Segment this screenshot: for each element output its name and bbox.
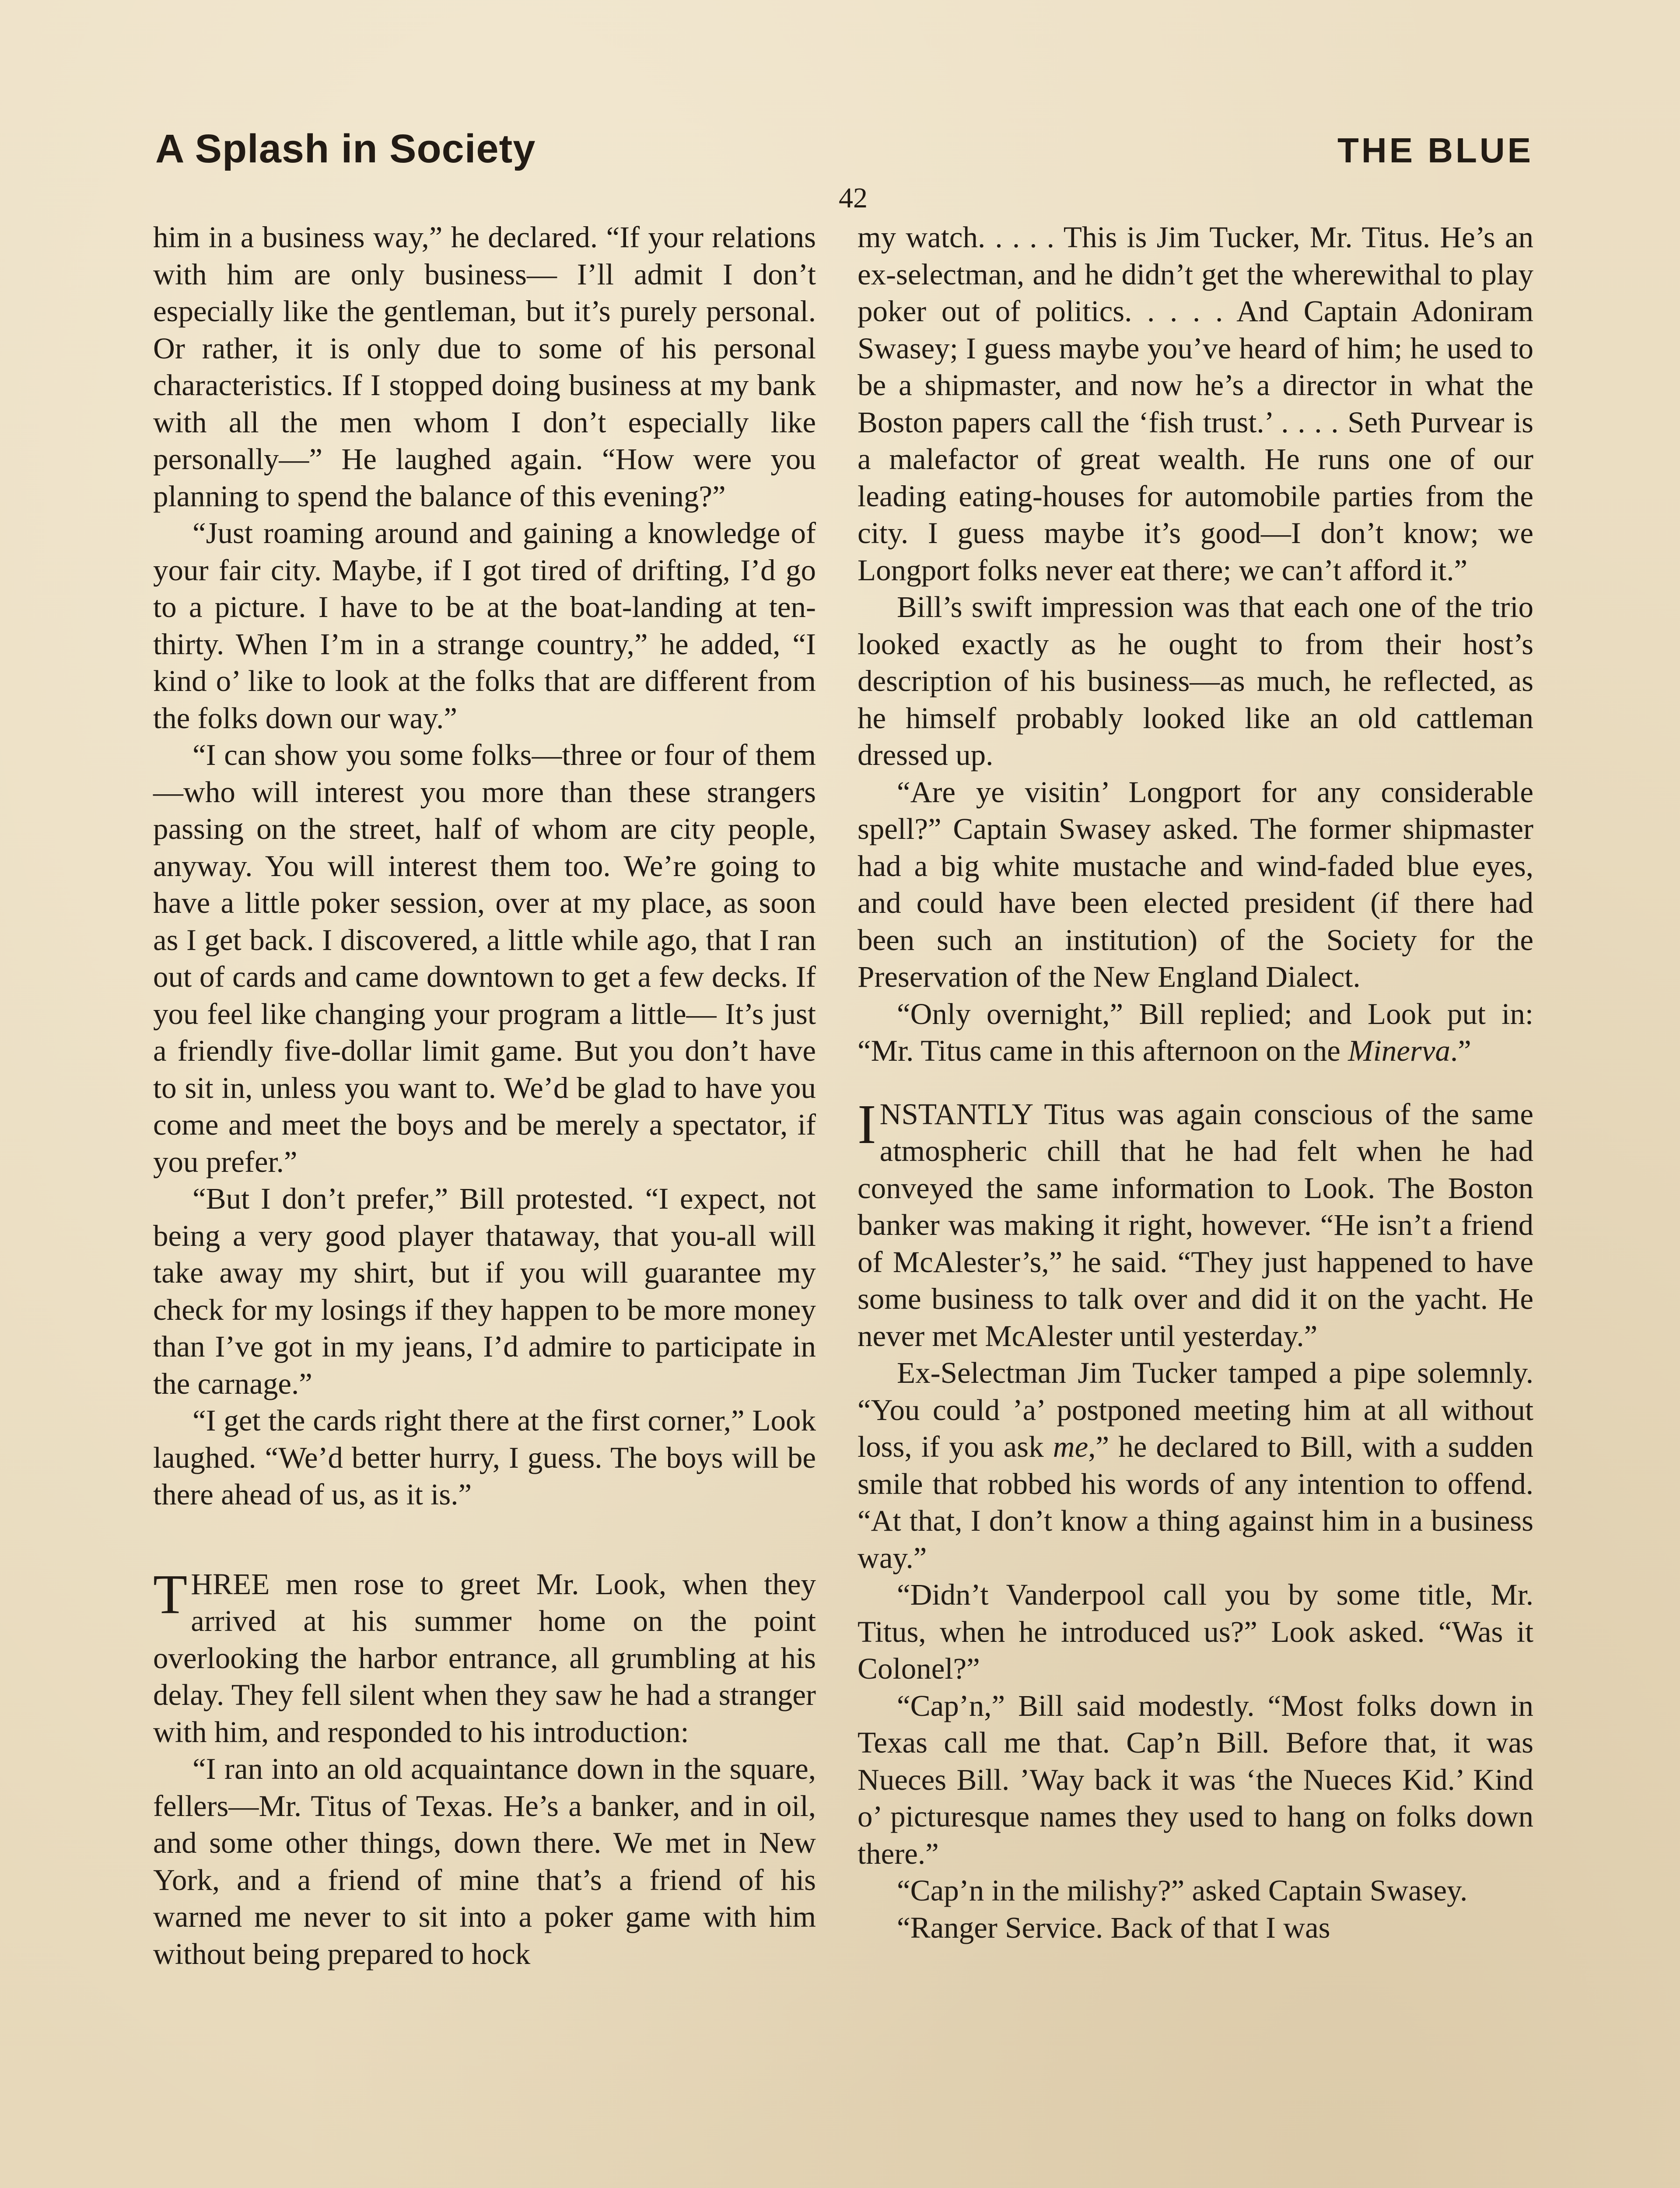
paragraph: “Cap’n in the milishy?” asked Captain Swasey.: [897, 1874, 1468, 1907]
lead-in-caps: HREE: [191, 1567, 270, 1601]
drop-cap: I: [858, 1093, 876, 1155]
page-number: 42: [839, 182, 868, 214]
paragraph: “I can show you some folks—three or four of them—who will interest you more than these strangers passing on the street, half of whom are city people, anyway. You will interest them too. We’re going to have a little poker session, over at my place, as soon as I get back. I discovered, a little while ago, that I ran out of cards and came downtown to get a few decks. If you feel like changing your program a little— It’s just a friendly five-dollar limit game. But you don’t have to sit in, unless you want to. We’d be glad to have you come and meet the boys and be merely a spectator, if you prefer.”: [153, 738, 816, 1178]
lead-in-caps: NSTANTLY: [879, 1097, 1032, 1131]
right-text-column: [858, 219, 1533, 1946]
section-opening-paragraph: [153, 1563, 816, 1751]
drop-cap: T: [153, 1563, 188, 1625]
paragraph-text: Ex-Selectman Jim Tucker tamped a pipe solemnly. “You could ’a’ postponed meeting him at all without loss, if you ask: [858, 1356, 1533, 1463]
paragraph-text: .”: [1450, 1034, 1471, 1067]
paragraph: “But I don’t prefer,” Bill protested. “I expect, not being a very good player thataway, that you-all will take away my shirt, but if you will guarantee my check for my losings if they happen to be more money than I’ve got in my jeans, I’d admire to participate in the carnage.”: [153, 1182, 816, 1400]
paragraph: Bill’s swift impression was that each one of the trio looked exactly as he ought to from their host’s description of his business—as much, he reflected, as he himself probably looked like an old cattleman dressed up.: [858, 590, 1533, 771]
paragraph: him in a business way,” he declared. “If your relations with him are only business— I’ll admit I don’t especially like the gentleman, but it’s purely personal. Or rather, it is only due to some of his personal characteristics. If I stopped doing business at my bank with all the men whom I don’t especially like personally—” He laughed again. “How were you planning to spend the balance of this evening?”: [153, 221, 816, 513]
paragraph: “Ranger Service. Back of that I was: [897, 1911, 1330, 1944]
section-break: [153, 1513, 816, 1566]
section-break: [858, 1069, 1533, 1096]
paragraph: “I get the cards right there at the first corner,” Look laughed. “We’d better hurry, I guess. The boys will be there ahead of us, as it is.”: [153, 1404, 816, 1511]
emphasis-italic: me: [1053, 1430, 1088, 1463]
story-title-header: A Splash in Society: [155, 126, 536, 171]
paragraph-text: Titus was again conscious of the same atmospheric chill that he had felt when he had conveyed the same information to Look. The Boston banker was making it right, however. “He isn’t a friend of McAlester’s,” he said. “They just happened to have some business to talk over and did it on the yacht. He never met McAlester until yesterday.”: [858, 1097, 1533, 1353]
ship-name-italic: Minerva: [1348, 1034, 1450, 1067]
paragraph-text: men rose to greet Mr. Look, when they arrived at his summer home on the point overlooking the harbor entrance, all grumbling at his delay. They fell silent when they saw he had a stranger with him, and responded to his introduction:: [153, 1567, 816, 1749]
left-text-column: [153, 219, 816, 1972]
paragraph: “I ran into an old acquaintance down in the square, fellers—Mr. Titus of Texas. He’s a banker, and in oil, and some other things, down there. We met in New York, and a friend of mine that’s a friend of his warned me never to sit into a poker game with him without being prepared to hock: [153, 1752, 816, 1971]
paragraph-text: ,” he declared to Bill, with a sudden smile that robbed his words of any intention to offend. “At that, I don’t know a thing against him in a business way.”: [858, 1430, 1533, 1574]
section-opening-paragraph: [858, 1093, 1533, 1355]
paragraph: “Cap’n,” Bill said modestly. “Most folks down in Texas call me that. Cap’n Bill. Before that, it was Nueces Bill. ’Way back it was ‘the Nueces Kid.’ Kind o’ picturesque names they used to hang on folks down there.”: [858, 1689, 1533, 1870]
magazine-name-header: THE BLUE: [1337, 131, 1533, 170]
paragraph: “Just roaming around and gaining a knowledge of your fair city. Maybe, if I got tired of drifting, I’d go to a picture. I have to be at the boat-landing at ten-thirty. When I’m in a strange country,” he added, “I kind o’ like to look at the folks that are different from the folks down our way.”: [153, 516, 816, 735]
paragraph-text: “Only overnight,” Bill replied; and Look put in: “Mr. Titus came in this afternoon on the: [858, 997, 1533, 1067]
paragraph: “Are ye visitin’ Longport for any considerable spell?” Captain Swasey asked. The former shipmaster had a big white mustache and wind-faded blue eyes, and could have been elected president (if there had been such an institution) of the Society for the Preservation of the New England Dialect.: [858, 775, 1533, 993]
paragraph: my watch. . . . . This is Jim Tucker, Mr. Titus. He’s an ex-selectman, and he didn’t get the wherewithal to play poker out of politics. . . . . And Captain Adoniram Swasey; I guess maybe you’ve heard of him; he used to be a shipmaster, and now he’s a director in what the Boston papers call the ‘fish trust.’ . . . . Seth Purvear is a malefactor of great wealth. He runs one of our leading eating-houses for automobile parties from the city. I guess maybe it’s good—I don’t know; we Longport folks never eat there; we can’t afford it.”: [858, 221, 1533, 587]
paragraph: [858, 996, 1533, 1069]
paragraph: “Didn’t Vanderpool call you by some title, Mr. Titus, when he introduced us?” Look asked. “Was it Colonel?”: [858, 1578, 1533, 1685]
paragraph: [858, 1354, 1533, 1576]
